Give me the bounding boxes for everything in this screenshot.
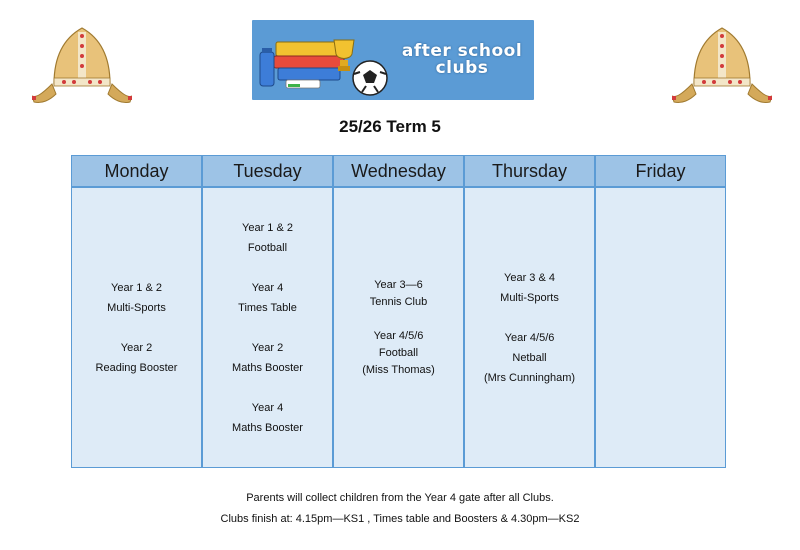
club-name: Multi-Sports	[500, 291, 559, 304]
club-year: Year 3 & 4	[504, 271, 555, 284]
club-entry	[362, 328, 435, 379]
banner-title-line2: clubs	[435, 58, 489, 78]
club-year: Year 4/5/6	[373, 329, 424, 342]
club-name: Tennis Club	[369, 295, 428, 308]
club-year: Year 4	[251, 401, 284, 414]
club-entry	[232, 398, 303, 438]
day-clubs	[203, 188, 332, 467]
club-entry	[107, 278, 166, 318]
club-teacher: (Miss Thomas)	[362, 363, 435, 376]
club-year: Year 4	[251, 281, 284, 294]
club-entry	[484, 328, 575, 388]
club-entry	[232, 338, 303, 378]
club-name: Reading Booster	[95, 361, 178, 374]
banner-title	[392, 43, 532, 77]
day-clubs	[72, 188, 201, 467]
club-name: Football	[378, 346, 419, 359]
club-year: Year 4/5/6	[504, 331, 555, 344]
after-school-clubs-banner	[252, 20, 534, 100]
day-clubs	[596, 188, 725, 467]
collection-note: Parents will collect children from the Year 4 gate after all Clubs.	[246, 492, 554, 504]
banner-title-line1: after school	[401, 41, 523, 61]
day-header: Friday	[596, 156, 725, 188]
day-header: Monday	[72, 156, 201, 188]
club-year: Year 1 & 2	[242, 221, 293, 234]
club-name: Multi-Sports	[107, 301, 166, 314]
term-heading: 25/26 Term 5	[339, 117, 441, 136]
day-column-wednesday	[334, 156, 465, 467]
club-name: Football	[247, 241, 288, 254]
club-teacher: (Mrs Cunningham)	[483, 371, 576, 384]
club-entry	[370, 277, 427, 311]
day-column-tuesday	[203, 156, 334, 467]
day-column-monday	[72, 156, 203, 467]
club-year: Year 2	[120, 341, 153, 354]
club-name: Maths Booster	[232, 361, 303, 374]
club-entry	[238, 278, 297, 318]
club-name: Netball	[512, 351, 547, 364]
clubs-timetable	[71, 155, 726, 468]
club-name: Times Table	[238, 301, 297, 314]
day-clubs	[334, 188, 463, 467]
club-year: Year 3—6	[374, 278, 423, 291]
day-header: Tuesday	[203, 156, 332, 188]
finish-times-note: Clubs finish at: 4.15pm—KS1 , Times table and Boosters & 4.30pm—KS2	[220, 513, 580, 525]
club-year: Year 1 & 2	[111, 281, 162, 294]
club-year: Year 2	[251, 341, 284, 354]
club-entry	[242, 218, 293, 258]
club-entry	[500, 268, 559, 308]
mitre-icon	[672, 22, 772, 112]
day-column-friday	[596, 156, 725, 467]
day-header: Wednesday	[334, 156, 463, 188]
club-name: Maths Booster	[232, 421, 303, 434]
day-column-thursday	[465, 156, 596, 467]
mitre-icon	[32, 22, 132, 112]
day-clubs	[465, 188, 594, 467]
club-entry	[96, 338, 178, 378]
day-header: Thursday	[465, 156, 594, 188]
books-icon	[258, 30, 388, 98]
